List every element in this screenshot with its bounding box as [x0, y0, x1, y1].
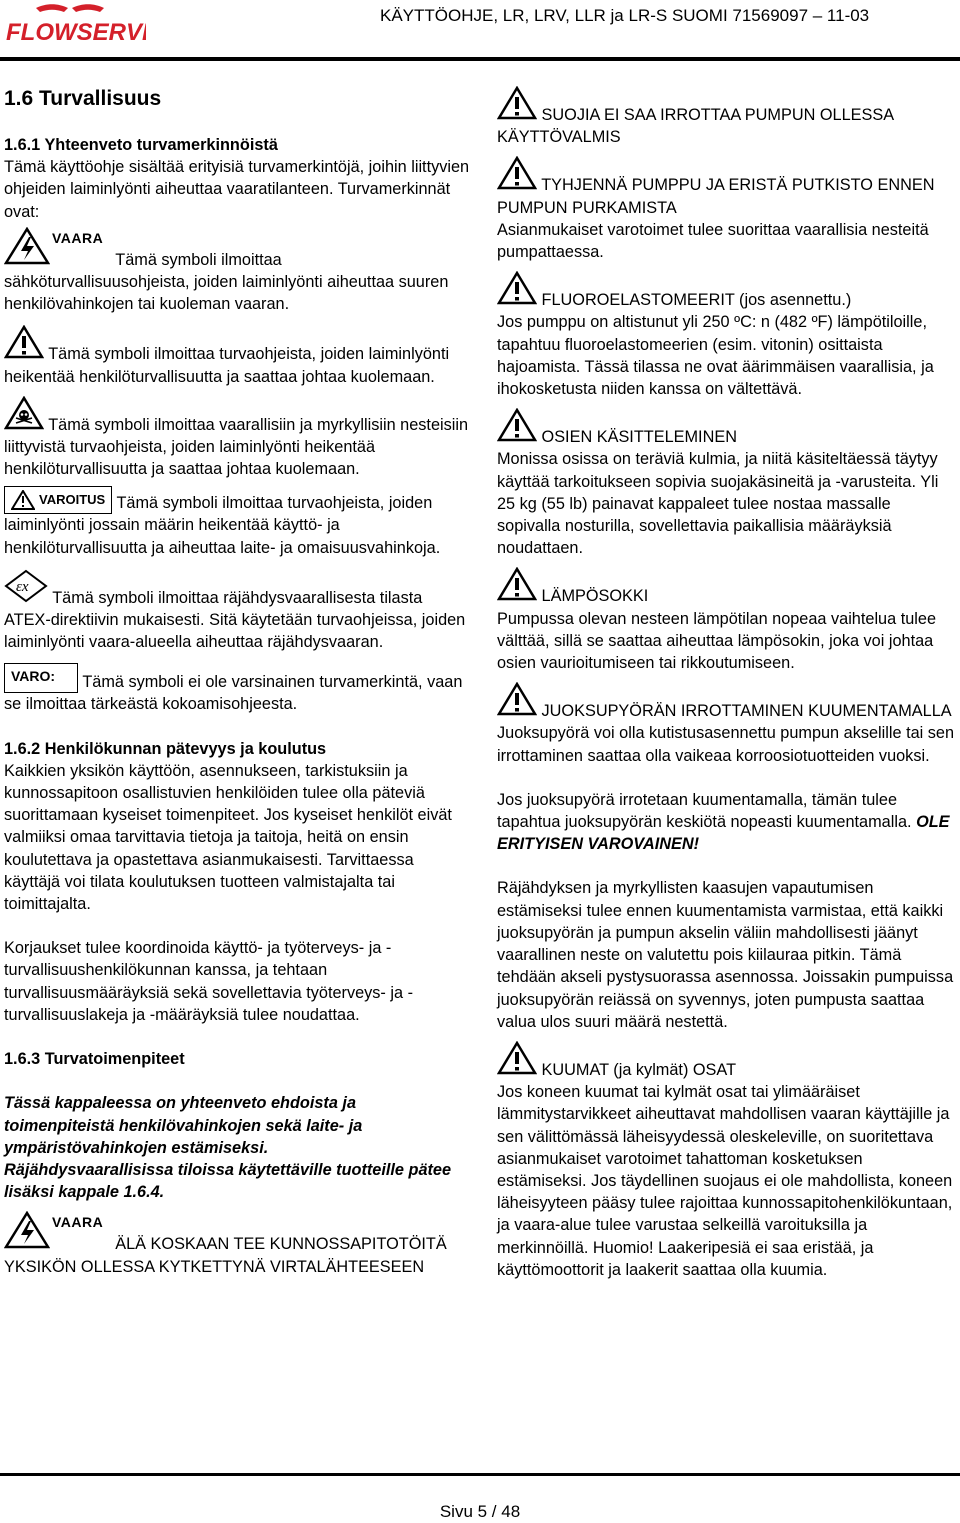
measures-paragraph-2: Räjähdysvaarallisissa tiloissa käytettäville tuotteille pätee lisäksi kappale 1.6.4. — [4, 1160, 452, 1202]
varoitus-paragraph — [4, 486, 470, 558]
warning-fluoro — [497, 271, 955, 311]
varoitus-box — [4, 486, 112, 514]
atex-text-1: Tämä symboli ilmoittaa räjähdysvaarallisesta tilasta ATEX-direktiivin mukaisesti. — [4, 588, 423, 630]
toxic-skull-icon — [4, 396, 44, 430]
thermal-shock-title: LÄMPÖSOKKI — [541, 587, 649, 606]
fluoro-text: Jos pumppu on altistunut yli 250 ºC: n (482 ºF) lämpötiloille, tapahtuu fluoroelastomeerien (esim. vitonin) osittaista hajoamista. Tässä tilassa ne ovat äärimmäisen vaarallisia, ja ihokosketusta niiden kanssa on vältettävä. — [497, 313, 934, 399]
drain-title: TYHJENNÄ PUMPPU JA ERISTÄ PUTKISTO ENNEN PUMPUN PURKAMISTA — [497, 176, 935, 217]
qualification-paragraph-2: Korjaukset tulee koordinoida käyttö- ja työterveys- ja -turvallisuushenkilökunnan kanssa, ja tehtaan turvallisuusmääräyksiä sekä sovellettavia työterveys- ja -turvallisuuslakeja ja -määräyksiä tulee noudattaa. — [4, 939, 413, 1024]
atex-ex-icon — [4, 569, 48, 603]
varoitus-label: VAROITUS — [39, 492, 106, 508]
guards-title: SUOJIA EI SAA IRROTTAA PUMPUN OLLESSA KÄYTTÖVALMIS — [497, 106, 894, 147]
drain-text: Asianmukaiset varotoimet tulee suorittaa vaarallisia nesteitä pumpattaessa. — [497, 220, 929, 262]
warning-drain — [497, 156, 955, 218]
atex-paragraph — [4, 569, 470, 654]
svg-text:εx: εx — [16, 578, 29, 595]
intro-paragraph: Tämä käyttöohje sisältää erityisiä turvamerkintöjä, joihin liittyvien ohjeiden laiminlyönti aiheuttaa vaaratilanteen. Turvamerkinnät ovat: — [4, 158, 470, 221]
hot-parts-text: Jos koneen kuumat tai kylmät osat tai ylimääräiset lämmitystarvikkeet aiheuttavat mahdollisen vaaran käyttäjille ja sen välittömässä läheisyydessä oleskeleville, on suoritettava asianmukaiset varotoimet tahattoman kosketuksen estämiseksi. Jos täydellinen suojaus ei ole mahdollista, koneen läheisyyteen pääsy tulee rajoittaa kunnossapitohenkilökuntaan, ja vaara-alue tulee varustaa selkeillä varoituksilla ja merkinnöillä. Huomio! Laakeripesiä ei saa eristää, ja käyttömoottorit ja laakerit saattaa olla kuumia. — [497, 1083, 953, 1279]
handling-title: OSIEN KÄSITTELEMINEN — [541, 428, 737, 447]
vaara-paragraph — [4, 227, 470, 316]
electric-hazard-icon-2 — [4, 1211, 50, 1249]
warning-impeller — [497, 682, 955, 722]
warning-hot-parts — [497, 1041, 955, 1081]
impeller-heating-paragraph — [497, 789, 955, 856]
left-column — [4, 86, 470, 1278]
flowserve-logo — [6, 4, 146, 54]
varoitus-text: Tämä symboli ilmoittaa turvaohjeista, joiden laiminlyönti jossain määrin heikentää käyttö- ja henkilöturvallisuutta ja aiheuttaa laite- ja omaisuusvahinkoja. — [4, 494, 441, 557]
page-number: Sivu 5 / 48 — [439, 1502, 521, 1521]
right-column — [497, 86, 955, 1281]
impeller-text: Juoksupyörä voi olla kutistusasennettu pumpun akselille tai sen irrottaminen saattaa olla vaikeaa korroosiotuotteiden vuoksi. — [497, 724, 955, 765]
section-heading-1-6: 1.6 Turvallisuus — [4, 87, 162, 110]
vaara-2-paragraph — [4, 1211, 470, 1277]
varo-text: Tämä symboli ei ole varsinainen turvamerkintä, vaan se ilmoittaa tärkeästä kokoamisohjeesta. — [4, 673, 463, 714]
varo-paragraph — [4, 663, 470, 715]
warning-triangle-icon — [497, 408, 537, 442]
toxic-paragraph — [4, 396, 470, 481]
caution-triangle-icon — [11, 490, 35, 510]
warning-triangle-icon — [497, 1041, 537, 1075]
toxic-text: Tämä symboli ilmoittaa vaarallisiin ja myrkyllisiin nesteisiin liittyvistä turvaohjeista, joiden laiminlyönti heikentää henkilöturvallisuutta ja saattaa johtaa kuolemaan. — [4, 415, 469, 479]
thermal-shock-text: Pumpussa olevan nesteen lämpötilan nopeaa vaihtelua tulee välttää, sillä se saattaa aiheuttaa lämpösokin, joka voi johtaa osien vaurioitumiseen tai rikkoutumiseen. — [497, 609, 936, 673]
vaara-label: VAARA — [52, 229, 104, 246]
warning-triangle-icon — [497, 567, 537, 601]
impeller-heating-text: Jos juoksupyörä irrotetaan kuumentamalla, tämän tulee tapahtua juoksupyörän keskiötä nopeasti kuumentamalla. — [497, 790, 912, 832]
header-rule — [0, 57, 960, 61]
varo-box: VARO: — [4, 663, 78, 693]
impeller-title: JUOKSUPYÖRÄN IRROTTAMINEN KUUMENTAMALLA — [541, 702, 952, 721]
warning-triangle-icon — [497, 271, 537, 305]
warning-triangle-icon — [497, 682, 537, 716]
vaara-2-text: ÄLÄ KOSKAAN TEE KUNNOSSAPITOTÖITÄ YKSIKÖN OLLESSA KYTKETTYNÄ VIRTALÄHTEESEEN — [4, 1235, 447, 1276]
section-heading-1-6-2: 1.6.2 Henkilökunnan pätevyys ja koulutus — [4, 739, 327, 758]
footer-rule — [0, 1473, 960, 1476]
handling-text: Monissa osissa on teräviä kulmia, ja niitä käsiteltäessä täytyy käyttää tarkoitukseen sopivia suojakäsineitä ja -varusteita. Yli 25 kg (55 lb) painavat kappaleet tulee nostaa massalle sopivalla nosturilla, sovellettavia paikallisia määräyksiä noudattaen. — [497, 450, 939, 558]
impeller-explosion-paragraph: Räjähdyksen ja myrkyllisten kaasujen vapautumisen estämiseksi tulee ennen kuumentamista varmistaa, että kaikki juoksupyörän ja pumpun akselin väliin mahdollisesti jäänyt vaarallinen neste on valutettu pois kiilauraa pitkin. Tämä tehdään akseli pystysuorassa asennossa. Joissakin pumpuissa juoksupyörän reiässä on syvennys, joten pumpusta saattaa valua ulos suuri määrä nestettä. — [497, 879, 954, 1031]
warning-handling — [497, 408, 955, 448]
hot-parts-title: KUUMAT (ja kylmät) OSAT — [541, 1060, 737, 1079]
fluoro-title: FLUOROELASTOMEERIT (jos asennettu.) — [541, 291, 852, 310]
section-heading-1-6-3: 1.6.3 Turvatoimenpiteet — [4, 1050, 185, 1069]
electric-hazard-icon — [4, 227, 50, 265]
atex-text-2: Sitä käytetään turvaohjeissa, joiden laiminlyönti vaara-alueella aiheuttaa räjähdysvaaran. — [4, 611, 466, 652]
warning-text: Tämä symboli ilmoittaa turvaohjeista, joiden laiminlyönti heikentää henkilöturvallisuutta ja saattaa johtaa kuolemaan. — [4, 345, 450, 386]
section-heading-1-6-1: 1.6.1 Yhteenveto turvamerkinnöistä — [4, 136, 278, 154]
vaara-2-label: VAARA — [52, 1214, 104, 1231]
warning-paragraph — [4, 325, 470, 387]
vaara-text: Tämä symboli ilmoittaa sähköturvallisuusohjeista, joiden laiminlyönti aiheuttaa suuren henkilövahinkojen tai kuoleman vaaran. — [4, 250, 449, 314]
document-header-title: KÄYTTÖOHJE, LR, LRV, LLR ja LR-S SUOMI 71569097 – 11-03 — [380, 6, 870, 25]
qualification-paragraph-1: Kaikkien yksikön käyttöön, asennukseen, tarkistuksiin ja kunnossapitoon osallistuvien henkilöiden tulee olla päteviä suorittamaan kyseiset toimenpiteet. Jos kyseiset henkilöt eivät valmiiksi omaa tarvittavia tietoja ja taitoja, heitä on ensin koulutettava ja opastettava asianmukaisesti. Tarvittaessa käyttäjä voi tilata koulutuksen tuotteen valmistajalta tai toimittajalta. — [4, 761, 452, 914]
svg-text:FLOWSERVE: FLOWSERVE — [6, 19, 146, 46]
warning-thermal-shock — [497, 567, 955, 607]
warning-triangle-icon — [4, 325, 44, 359]
measures-paragraph-1: Tässä kappaleessa on yhteenveto ehdoista ja toimenpiteistä henkilövahinkojen sekä laite- ja ympäristövahinkojen estämiseksi. — [4, 1094, 363, 1157]
warning-triangle-icon — [497, 156, 537, 190]
warning-guards — [497, 86, 955, 148]
warning-triangle-icon — [497, 86, 537, 120]
impeller-caution-text: OLE ERITYISEN VAROVAINEN! — [497, 813, 950, 854]
